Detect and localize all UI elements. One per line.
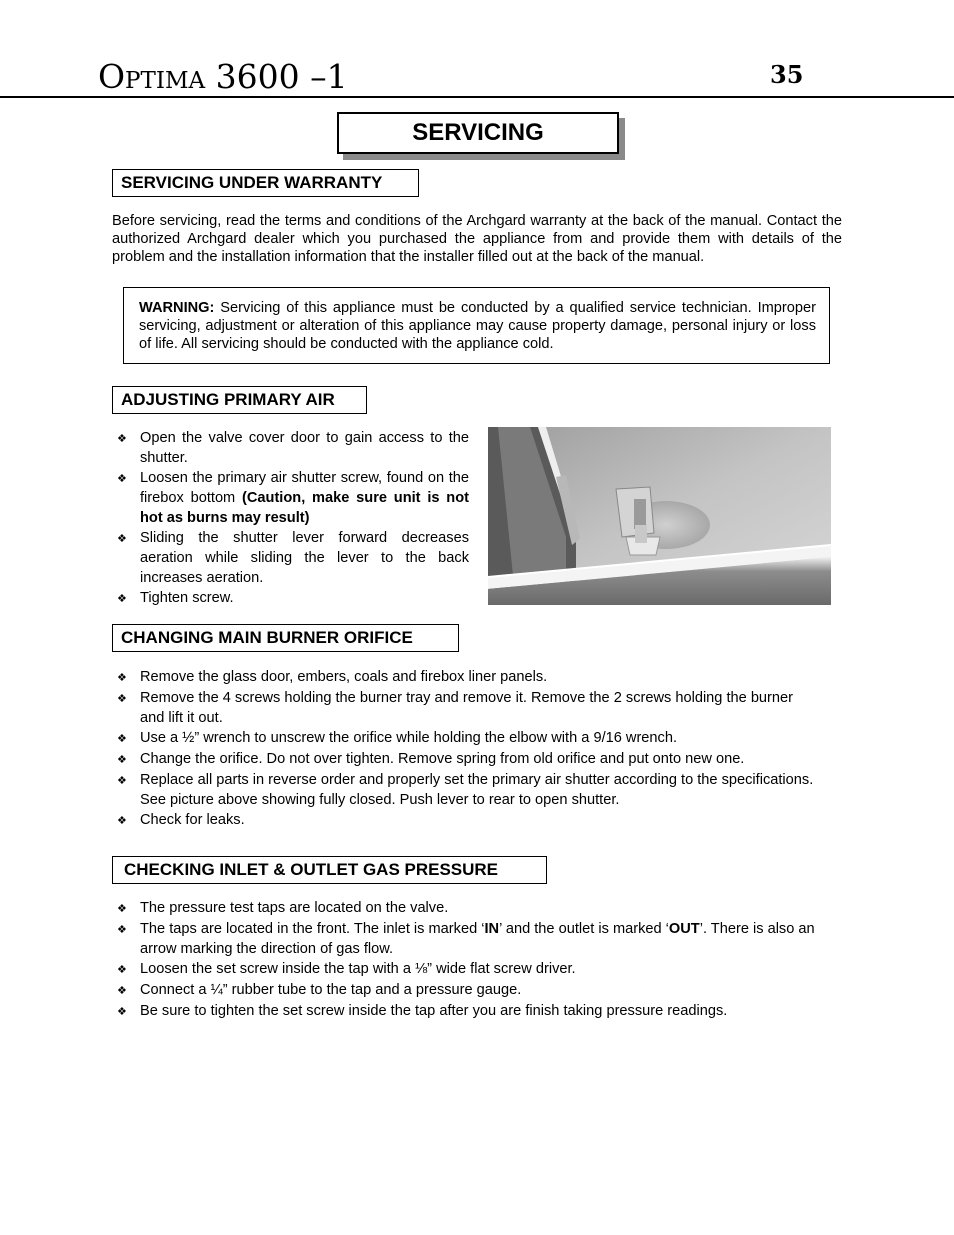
warning-label: WARNING:	[139, 300, 215, 316]
list-item-text: Tighten screw.	[140, 590, 234, 606]
bullet-icon: ❖	[117, 924, 127, 936]
list-item-text: Check for leaks.	[140, 812, 245, 828]
list-item	[112, 528, 469, 588]
bullet-icon: ❖	[117, 985, 127, 997]
bullet-icon: ❖	[117, 775, 127, 787]
bullet-icon: ❖	[117, 693, 127, 705]
section-title	[337, 112, 619, 154]
header-rule	[0, 96, 954, 98]
bullet-icon: ❖	[117, 672, 127, 684]
list-item-text: Connect a ¼” rubber tube to the tap and a pressure gauge.	[140, 982, 522, 998]
heading-checking-gas-pressure: CHECKING INLET & OUTLET GAS PRESSURE	[112, 856, 547, 884]
bullet-icon: ❖	[117, 903, 127, 915]
bullet-icon: ❖	[117, 1006, 127, 1018]
list-item-text: Remove the glass door, embers, coals and firebox liner panels.	[140, 669, 548, 685]
list-item-text: ’. There is also an arrow marking the direction of gas flow.	[140, 921, 815, 957]
warning-text	[139, 299, 816, 353]
list-item-text: ’ and the outlet is marked ‘	[499, 921, 669, 937]
bullet-icon: ❖	[117, 593, 127, 605]
bullet-icon: ❖	[117, 473, 127, 485]
warning-body: Servicing of this appliance must be conducted by a qualified service technician. Improper servicing, adjustment or alteration of this appliance may cause property damage, personal injury or loss of life. All servicing should be conducted with the appliance cold.	[139, 300, 816, 352]
list-item-text: The pressure test taps are located on the valve.	[140, 900, 449, 916]
heading-changing-main-burner-orifice: CHANGING MAIN BURNER ORIFICE	[112, 624, 459, 652]
list-item	[112, 749, 817, 769]
bullet-icon: ❖	[117, 964, 127, 976]
list-item	[112, 688, 817, 728]
outlet-mark: OUT	[668, 921, 700, 937]
page-number: 35	[770, 60, 804, 89]
heading-servicing-under-warranty: SERVICING UNDER WARRANTY	[112, 169, 419, 197]
list-item	[112, 980, 847, 1000]
list-item-text: Be sure to tighten the set screw inside the tap after you are finish taking pressure readings.	[140, 1003, 728, 1019]
warning-box	[123, 287, 830, 364]
list-item-text: Remove the 4 screws holding the burner tray and remove it. Remove the 2 screws holding the burner and lift it out.	[140, 690, 793, 726]
list-item	[112, 728, 817, 748]
list-item	[112, 588, 469, 608]
list-item	[112, 898, 847, 918]
list-item-text: The taps are located in the front. The inlet is marked ‘	[140, 921, 485, 937]
list-item-text: Sliding the shutter lever forward decreases aeration while sliding the lever to the back increases aeration.	[140, 530, 469, 586]
list-item-text: Open the valve cover door to gain access to the shutter.	[140, 430, 469, 466]
list-item	[112, 770, 817, 810]
heading-adjusting-primary-air: ADJUSTING PRIMARY AIR	[112, 386, 367, 414]
inlet-mark: IN	[484, 921, 500, 937]
list-item	[112, 468, 469, 528]
gas-pressure-steps	[112, 898, 847, 1021]
burner-orifice-steps	[112, 667, 817, 830]
warranty-paragraph: Before servicing, read the terms and conditions of the Archgard warranty at the back of the manual. Contact the authorized Archgard dealer which you purchased the appliance from and provide them with details of the problem and the installation information that the installer filled out at the back of the manual.	[112, 213, 842, 265]
document-title: Optima 3600 –1	[98, 57, 348, 96]
list-item-text: Use a ½” wrench to unscrew the orifice while holding the elbow with a 9/16 wrench.	[140, 730, 678, 746]
list-item-text: Loosen the primary air shutter screw, found on the firebox bottom	[140, 470, 469, 506]
bullet-icon: ❖	[117, 533, 127, 545]
list-item	[112, 919, 847, 959]
list-item	[112, 810, 817, 830]
list-item	[112, 667, 817, 687]
list-item-text: Loosen the set screw inside the tap with a ⅛” wide flat screw driver.	[140, 961, 576, 977]
bullet-icon: ❖	[117, 754, 127, 766]
bullet-icon: ❖	[117, 815, 127, 827]
primary-air-shutter-photo	[488, 427, 831, 605]
caution-text: (Caution, make sure unit is not hot as burns may result)	[140, 490, 469, 526]
list-item	[112, 1001, 847, 1021]
list-item	[112, 959, 847, 979]
primary-air-steps	[112, 428, 469, 608]
list-item-text: Replace all parts in reverse order and properly set the primary air shutter according to the specifications. See picture above showing fully closed. Push lever to rear to open shutter.	[140, 772, 814, 808]
bullet-icon: ❖	[117, 433, 127, 445]
section-title-text: SERVICING	[412, 119, 544, 146]
list-item-text: Change the orifice. Do not over tighten. Remove spring from old orifice and put onto new one.	[140, 751, 745, 767]
list-item	[112, 428, 469, 468]
bullet-icon: ❖	[117, 733, 127, 745]
